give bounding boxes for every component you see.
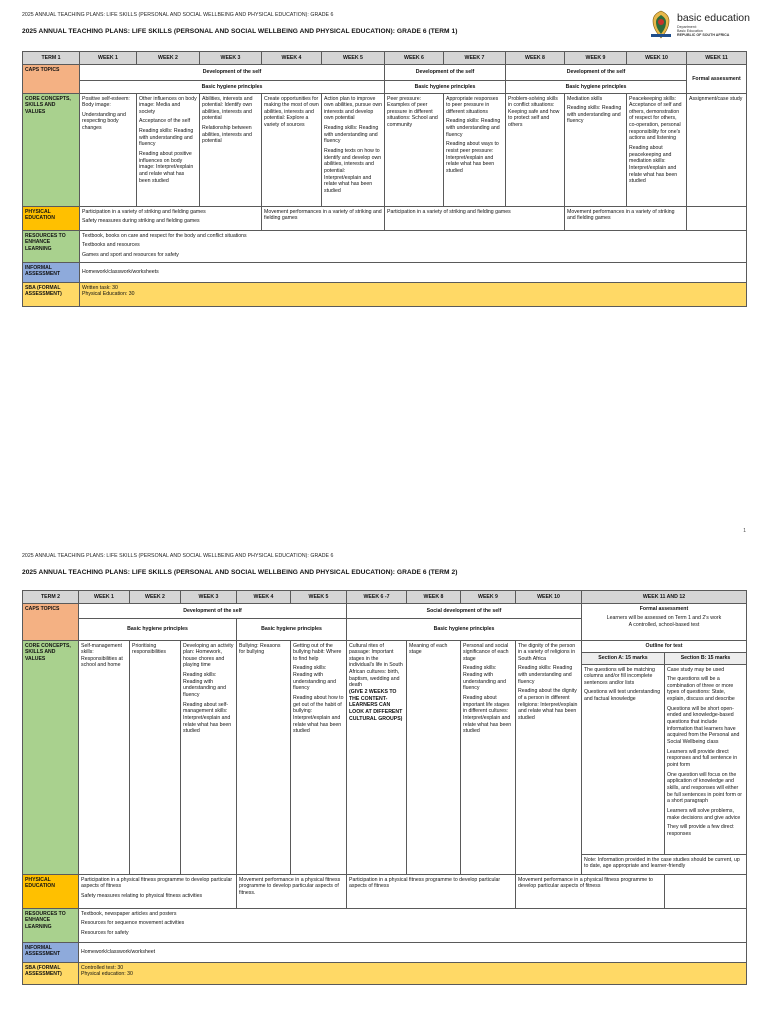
list-item: They will provide a few direct responses: [667, 824, 734, 837]
term2-core-week4: [237, 641, 291, 875]
list-item: Acceptance of the self: [139, 118, 191, 125]
list-item: Safety measures during striking and fielding games: [82, 218, 200, 225]
list-item: Written task: 30: [82, 284, 118, 291]
term2-label-caps: CAPS TOPICS: [23, 604, 79, 641]
list-item: Physical education: 30: [81, 971, 133, 978]
list-item: Peer pressure: Examples of peer pressure in different situations: School and community: [387, 95, 438, 129]
list-item: Reading about important life stages in different cultures: Interpret/explain and relate what has been studied: [463, 695, 512, 735]
term2-hygiene-3: Basic hygiene principles: [347, 619, 582, 641]
term1-core-week8: [506, 94, 565, 207]
list-item: The questions will be a combination of three or more types of questions: State, explain, discuss and describe: [667, 676, 735, 703]
term2-header-week9: WEEK 9: [461, 591, 516, 604]
list-item: Create opportunities for making the most of own abilities, interests and potential: Explore a variety of sources: [264, 95, 319, 129]
term1-pe-weeks6-8: [385, 207, 565, 231]
term1-hygiene-1: Basic hygiene principles: [80, 81, 385, 94]
department-logo: [648, 10, 748, 40]
term2-informal-row: [23, 943, 747, 963]
term2-section-a-text: [582, 665, 665, 855]
list-item: Meaning of each stage: [409, 642, 448, 656]
term1-core-week1: [80, 94, 137, 207]
coat-of-arms-icon: [648, 10, 674, 40]
term1-informal: Homework/classwork/worksheets: [80, 263, 747, 283]
list-item: Responsibilities at school and home: [81, 655, 123, 669]
list-item: Reading skills: Reading with understanding and fluency: [518, 665, 573, 685]
list-item: Controlled test: 30: [81, 964, 124, 971]
term1-core-week2: [137, 94, 200, 207]
term1-header-row: [23, 52, 747, 65]
list-item: Relationship between abilities, interests and potential: [202, 125, 252, 145]
term1-label-resources: RESOURCES TO ENHANCE LEARNING: [23, 231, 80, 263]
list-item: Reading about the dignity of a person in different religions: Interpret/explain and relate what has been studied: [518, 688, 578, 722]
term1-table: [22, 51, 747, 307]
list-item: Other influences on body image: Media and society: [139, 95, 197, 115]
term2-core-week8: [407, 641, 461, 875]
list-item: Reading skills: Reading with understanding and fluency: [139, 128, 194, 148]
list-item: Reading about self-management skills: Interpret/explain and relate what has been studied: [183, 701, 232, 735]
list-item: Reading texts on how to identify and develop own abilities, interests and potential: Interpret/explain and relate what has been studied: [324, 148, 382, 195]
list-item: Reading about how to get out of the habit of bullying: Interpret/explain and relate what has been studied: [293, 695, 344, 735]
term2-section-b-text: [665, 665, 747, 855]
term1-header-week9: WEEK 9: [565, 52, 627, 65]
term2-note: Note: Information provided in the case studies should be current, up to date, age appropriate and learner-friendly: [582, 855, 747, 875]
list-item: Getting out of the bullying habit: Where to find help: [293, 642, 342, 662]
logo-sub-3: REPUBLIC OF SOUTH AFRICA: [677, 33, 730, 37]
term1-hygiene-3: Basic hygiene principles: [506, 81, 687, 94]
term1-label-pe: PHYSICAL EDUCATION: [23, 207, 80, 231]
list-item: Participation in a physical fitness programme to develop particular aspects of fitness: [81, 876, 233, 890]
list-item: Assignment/case study: [689, 95, 743, 102]
term1-caps-topic-1: Development of the self: [80, 65, 385, 81]
term1-resources-row: [23, 231, 747, 263]
list-item: Safety measures relating to physical fitness activities: [81, 892, 203, 899]
list-item: Reading about ways to resist peer pressure: Interpret/explain and relate what has been studied: [446, 141, 499, 175]
list-item: The dignity of the person in a variety of religions in South Africa: [518, 642, 576, 662]
term2-sba: [79, 963, 747, 985]
list-item: Reading skills: Reading with understanding and fluency: [567, 105, 622, 125]
term1-core-week5: [322, 94, 385, 207]
list-item: (GIVE 2 WEEKS TO THE CONTENT- LEARNERS CAN LOOK AT DIFFERENT CULTURAL GROUPS): [349, 689, 403, 722]
term2-core-week10: [516, 641, 582, 875]
term1-core-week4: [262, 94, 322, 207]
list-item: Questions will be short open-ended and knowledge-based questions that include information that learners have acquired from the Personal and Social Wellbeing class: [667, 705, 740, 746]
term2-section-a: Section A: 15 marks: [582, 653, 665, 665]
term1-title: 2025 ANNUAL TEACHING PLANS: LIFE SKILLS (PERSONAL AND SOCIAL WELLBEING AND PHYSICAL EDUCATION): GRADE 6 (TERM 1): [22, 28, 458, 35]
list-item: Personal and social significance of each stage: [463, 642, 509, 662]
list-item: Textbooks and resources: [82, 242, 140, 249]
list-item: Self-management skills:: [81, 642, 122, 656]
term1-core-week3: [200, 94, 262, 207]
list-item: Resources for safety: [81, 929, 129, 936]
term2-header-week10: WEEK 10: [516, 591, 582, 604]
list-item: Participation in a variety of striking and fielding games: [387, 208, 511, 215]
list-item: Action plan to improve own abilities, pursue own interests and develop own potential: [324, 95, 382, 122]
running-header-2: 2025 ANNUAL TEACHING PLANS: LIFE SKILLS (PERSONAL AND SOCIAL WELLBEING AND PHYSICAL EDUCATION): GRADE 6: [22, 553, 334, 559]
list-item: Movement performances in a variety of striking and fielding games: [567, 208, 675, 222]
term1-core-week9: [565, 94, 627, 207]
list-item: Peacekeeping skills: Acceptance of self and others, demonstration of respect for others, co-operation, personal responsibility for one's actions and listening: [629, 95, 682, 142]
term2-header-week2: WEEK 2: [130, 591, 181, 604]
term1-header-week1: WEEK 1: [80, 52, 137, 65]
list-item: Learners will solve problems, make decisions and give advice: [667, 807, 741, 821]
term1-header-week2: WEEK 2: [137, 52, 200, 65]
term1-sba: [80, 283, 747, 307]
list-item: Mediation skills: [567, 95, 603, 102]
page-number: 1: [743, 528, 746, 534]
term2-header-week3: WEEK 3: [181, 591, 237, 604]
term1-caps-topic-2: Development of the self: [385, 65, 506, 81]
term2-header-week1: WEEK 1: [79, 591, 130, 604]
list-item: Participation in a physical fitness programme to develop particular aspects of fitness: [349, 876, 501, 890]
term2-pe-week12: [665, 875, 747, 909]
term1-header-week3: WEEK 3: [200, 52, 262, 65]
term2-hygiene-1: Basic hygiene principles: [79, 619, 237, 641]
term1-label-sba: SBA (FORMAL ASSESSMENT): [23, 283, 80, 307]
term2-label-resources: RESOURCES TO ENHANCE LEARNING: [23, 909, 79, 943]
list-item: Movement performances in a variety of striking and fielding games: [264, 208, 382, 222]
list-item: Reading about peacekeeping and mediation skills: Interpret/explain and relate what has been studied: [629, 145, 678, 185]
term2-table: [22, 590, 747, 985]
list-item: Developing an activity plan: Homework, house chores and playing time: [183, 642, 234, 669]
term2-sba-row: [23, 963, 747, 985]
list-item: Bullying: Reasons for bullying: [239, 642, 281, 656]
term1-header-term: TERM 1: [23, 52, 80, 65]
list-item: Textbook, newspaper articles and posters: [81, 910, 177, 917]
term2-resources: [79, 909, 747, 943]
list-item: Resources for sequence movement activities: [81, 920, 185, 927]
list-item: One question will focus on the application of knowledge and skills, and responses will either be full sentences in point form or a short paragraph: [667, 771, 742, 805]
list-item: Reading skills: Reading with understanding and fluency: [183, 672, 226, 699]
term1-core-week6: [385, 94, 444, 207]
term1-core-row: [23, 94, 747, 207]
term1-pe-weeks1-3: [80, 207, 262, 231]
term2-pe-weeks1-3: [79, 875, 237, 909]
term2-hygiene-2: Basic hygiene principles: [237, 619, 347, 641]
term2-core-week6-7: [347, 641, 407, 875]
term2-header-week4: WEEK 4: [237, 591, 291, 604]
list-item: Abilities, interests and potential: Identify own abilities, interests and potential: [202, 95, 253, 122]
term1-core-week7: [444, 94, 506, 207]
term2-core-week1: [79, 641, 130, 875]
term1-pe-weeks4-5: [262, 207, 385, 231]
logo-title: basic education: [677, 12, 750, 24]
term1-caps-topic-3: Development of the self: [506, 65, 687, 81]
term2-header-week6-7: WEEK 6 -7: [347, 591, 407, 604]
term2-pe-row: [23, 875, 747, 909]
term2-header-week8: WEEK 8: [407, 591, 461, 604]
list-item: Reading about positive influences on body image: Interpret/explain and relate what has been studied: [139, 151, 194, 184]
term2-formal: [582, 604, 747, 641]
term1-header-week5: WEEK 5: [322, 52, 385, 65]
list-item: Questions will test understanding and factual knowledge: [584, 689, 661, 703]
term2-core-week5: [291, 641, 347, 875]
term2-title: 2025 ANNUAL TEACHING PLANS: LIFE SKILLS (PERSONAL AND SOCIAL WELLBEING AND PHYSICAL EDUCATION): GRADE 6 (TERM 2): [22, 569, 458, 576]
term2-pe-weeks6-9: [347, 875, 516, 909]
term1-header-week11: WEEK 11: [687, 52, 747, 65]
list-item: Positive self-esteem: Body image:: [82, 95, 130, 109]
term2-header-term: TERM 2: [23, 591, 79, 604]
term2-pe-weeks10-11: [516, 875, 665, 909]
list-item: Formal assessment: [639, 605, 689, 612]
list-item: A controlled, school-based test: [628, 621, 700, 628]
term1-informal-row: [23, 263, 747, 283]
list-item: Learners will provide direct responses and full sentence in point form: [667, 748, 738, 769]
term2-caps-topic-2: Social development of the self: [347, 604, 582, 619]
list-item: Understanding and respecting body changes: [82, 111, 126, 132]
term1-formal-assessment: Formal assessment: [687, 65, 747, 94]
term2-label-pe: PHYSICAL EDUCATION: [23, 875, 79, 909]
term2-section-b: Section B: 15 marks: [665, 653, 747, 665]
list-item: Movement performance in a physical fitness programme to develop particular aspects of fitness.: [239, 876, 341, 896]
term1-label-informal: INFORMAL ASSESSMENT: [23, 263, 80, 283]
list-item: Textbook, books on care and respect for the body and conflict situations: [82, 232, 247, 239]
term2-core-week9: [461, 641, 516, 875]
term2-header-row: [23, 591, 747, 604]
list-item: Prioritising responsibilities: [132, 642, 167, 656]
term2-outline: Outline for test: [582, 641, 747, 653]
list-item: Case study may be used: [667, 666, 725, 673]
list-item: Learners will be assessed on Term 1 and 2's work: [606, 615, 722, 622]
term1-core-week10: [627, 94, 687, 207]
list-item: Participation in a variety of striking and fielding games: [82, 208, 206, 215]
list-item: Cultural rites of passage: Important stages in the individual's life in South African cultures: birth, baptism, wedding and death: [349, 642, 403, 689]
term1-header-week6: WEEK 6: [385, 52, 444, 65]
term1-pe-row: [23, 207, 747, 231]
term2-core-week3: [181, 641, 237, 875]
list-item: Appropriate responses to peer pressure in different situations: [446, 95, 499, 115]
term1-header-week7: WEEK 7: [444, 52, 506, 65]
term2-header-week11-12: WEEK 11 AND 12: [582, 591, 747, 604]
term2-resources-row: [23, 909, 747, 943]
term1-header-week10: WEEK 10: [627, 52, 687, 65]
list-item: Games and sport and resources for safety: [82, 251, 179, 258]
term1-resources: [80, 231, 747, 263]
term2-label-sba: SBA (FORMAL ASSESSMENT): [23, 963, 79, 985]
term1-pe-week11: [687, 207, 747, 231]
term2-label-informal: INFORMAL ASSESSMENT: [23, 943, 79, 963]
term2-informal: Homework/classwork/worksheet: [79, 943, 747, 963]
term1-header-week8: WEEK 8: [506, 52, 565, 65]
list-item: Reading skills: Reading with understanding and fluency: [446, 118, 501, 138]
list-item: Problem-solving skills in conflict situations: Keeping safe and how to protect self and others: [508, 95, 560, 129]
term1-label-caps: CAPS TOPICS: [23, 65, 80, 94]
list-item: Reading skills: Reading with understanding and fluency: [463, 665, 506, 692]
term1-core-week11: [687, 94, 747, 207]
logo-sub-1: Department:: [677, 25, 697, 29]
term1-header-week4: WEEK 4: [262, 52, 322, 65]
list-item: Reading skills: Reading with understanding and fluency: [293, 665, 336, 692]
list-item: The questions will be matching columns and/or fill incomplete sentences and/or lists: [584, 666, 655, 686]
term2-core-week2: [130, 641, 181, 875]
term1-label-core: CORE CONCEPTS, SKILLS AND VALUES: [23, 94, 80, 207]
term2-pe-weeks4-5: [237, 875, 347, 909]
term2-label-core: CORE CONCEPTS, SKILLS AND VALUES: [23, 641, 79, 875]
list-item: Reading skills: Reading with understanding and fluency: [324, 125, 379, 145]
term2-caps-topic-1: Development of the self: [79, 604, 347, 619]
list-item: Movement performance in a physical fitness programme to develop particular aspects of fitness: [518, 876, 653, 890]
term1-pe-weeks9-10: [565, 207, 687, 231]
term1-sba-row: [23, 283, 747, 307]
running-header: 2025 ANNUAL TEACHING PLANS: LIFE SKILLS (PERSONAL AND SOCIAL WELLBEING AND PHYSICAL EDUCATION): GRADE 6: [22, 12, 334, 18]
term2-header-week5: WEEK 5: [291, 591, 347, 604]
logo-sub-2: Basic Education: [677, 29, 703, 33]
list-item: Physical Education: 30: [82, 291, 135, 298]
term1-hygiene-2: Basic hygiene principles: [385, 81, 506, 94]
